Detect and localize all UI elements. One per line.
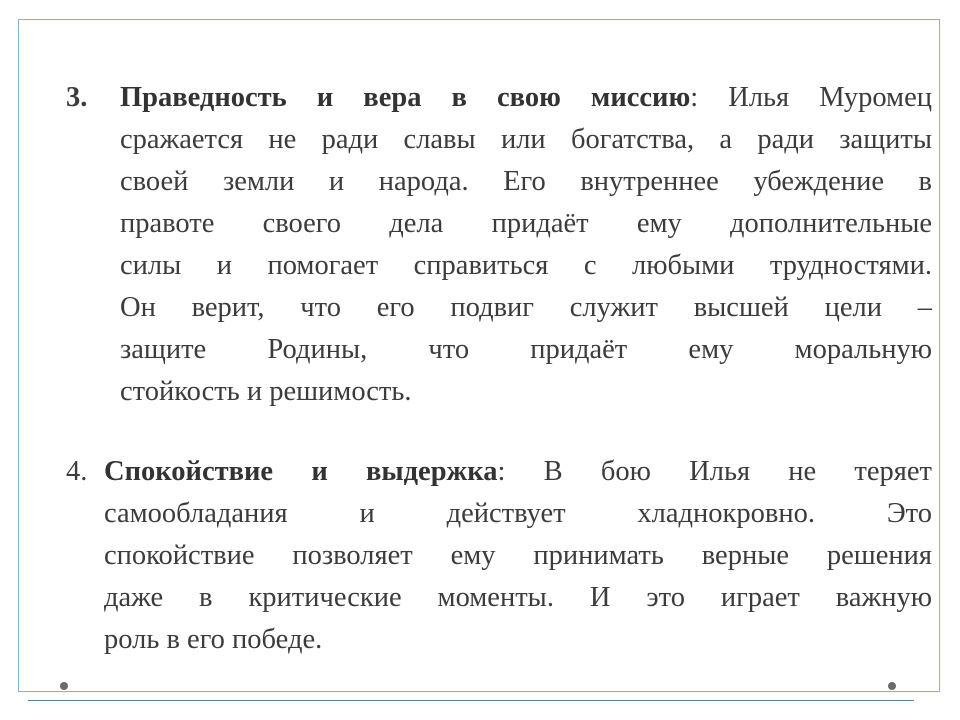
item-line: роль в его победе. (104, 624, 323, 655)
item-title-suffix: : Илья Муромец (690, 82, 932, 113)
item-first-line (120, 77, 932, 119)
bullet-dot-left (60, 682, 68, 690)
item-body (104, 451, 932, 661)
item-line: стойкость и решимость. (120, 376, 412, 407)
item-title-suffix: : В бою Илья не теряет (497, 456, 932, 487)
item-line: Он верит, что его подвиг служит высшей цели – (120, 292, 932, 323)
item-line: сражается не ради славы или богатства, а ради защиты (120, 124, 932, 155)
list-item-4 (66, 451, 932, 661)
item-line: самообладания и действует хладнокровно. Это (104, 498, 932, 529)
item-line: защите Родины, что придаёт ему моральную (120, 334, 932, 365)
item-line: правоте своего дела придаёт ему дополнительные (120, 208, 932, 239)
item-body (120, 77, 932, 413)
item-line: даже в критические моменты. И это играет важную (104, 582, 932, 613)
bullet-dot-right (888, 682, 896, 690)
item-line: своей земли и народа. Его внутреннее убеждение в (120, 166, 932, 197)
item-line: спокойствие позволяет ему принимать верные решения (104, 540, 932, 571)
item-number: 3. (66, 82, 88, 113)
bottom-rule (28, 700, 914, 701)
item-title: Праведность и вера в свою миссию (120, 82, 691, 113)
item-first-line (104, 451, 932, 493)
item-number: 4. (66, 456, 88, 487)
item-title: Спокойствие и выдержка (104, 456, 498, 487)
list-item-3 (66, 77, 932, 413)
item-line: силы и помогает справиться с любыми трудностями. (120, 250, 932, 281)
